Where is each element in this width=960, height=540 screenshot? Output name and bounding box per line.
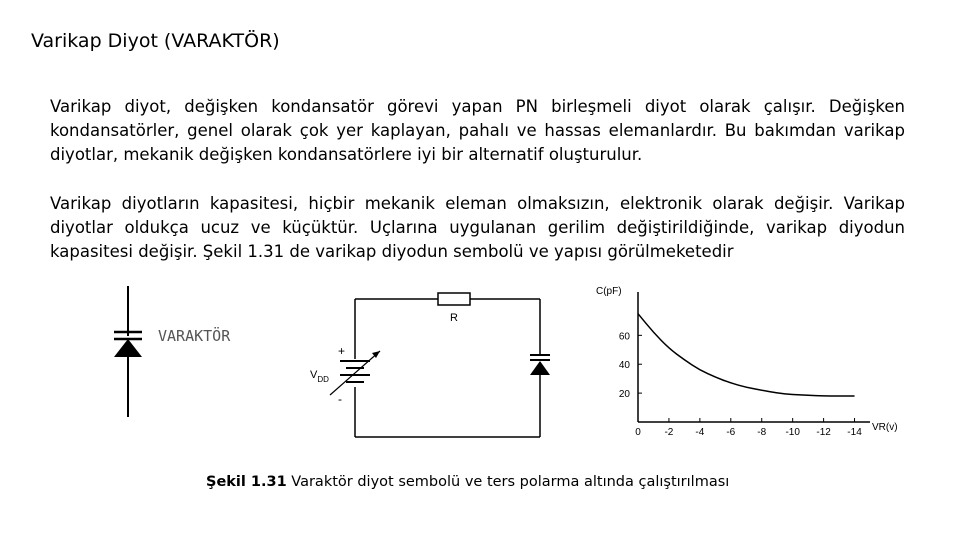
chart-x-tick-label: -14	[847, 427, 862, 438]
reverse-bias-circuit	[300, 285, 570, 445]
page-title: Varikap Diyot (VARAKTÖR)	[31, 30, 280, 52]
resistor-label: R	[450, 312, 458, 324]
caption-text: Varaktör diyot sembolü ve ters polarma altında çalıştırılması	[286, 474, 730, 490]
chart-x-tick-label: -8	[757, 427, 767, 438]
resistor	[438, 293, 470, 305]
chart-x-tick-label: -12	[816, 427, 831, 438]
figure-caption	[206, 474, 729, 490]
paragraph-1: Varikap diyot, değişken kondansatör görevi yapan PN birleşmeli diyot olarak çalışır. Değişken kondansatörler, genel olarak çok yer kaplayan, pahalı ve hassas elemanlardır. Bu bakımdan varikap diyotlar, mekanik değişken kondansatörlere iyi bir alternatif oluşturulur.	[50, 97, 905, 164]
supply-label: $V_{DD}$	[310, 369, 329, 384]
chart-x-tick-label: -2	[664, 427, 674, 438]
circuit-varactor-triangle	[530, 361, 550, 375]
chart-series-line	[638, 314, 855, 396]
chart-y-tick-label: 20	[618, 389, 630, 401]
chart-x-label: VR(v)	[872, 422, 898, 433]
chart-y-tick-label: 60	[618, 331, 630, 343]
chart-y-label: C(pF)	[596, 286, 622, 297]
symbol-diode-triangle	[114, 339, 142, 357]
varactor-symbol-figure	[100, 280, 270, 430]
capacitance-voltage-chart	[590, 280, 910, 450]
paragraph-2: Varikap diyotların kapasitesi, hiçbir mekanik eleman olmaksızın, elektronik olarak değişir. Varikap diyotlar oldukça ucuz ve küçüktür. Uçlarına uygulanan gerilim değiştirildiğinde, varikap diyodun kapasitesi değişir. Şekil 1.31 de varikap diyodun sembolü ve yapısı görülmeketedir	[50, 194, 905, 261]
chart-y-tick-label: 40	[618, 360, 630, 372]
minus-sign: -	[338, 392, 342, 406]
chart-x-tick-label: -10	[785, 427, 800, 438]
chart-x-tick-label: -4	[695, 427, 705, 438]
chart-x-tick-label: 0	[635, 427, 641, 438]
plus-sign: +	[338, 344, 346, 358]
symbol-label: VARAKTÖR	[158, 327, 231, 345]
chart-x-tick-label: -6	[726, 427, 736, 438]
caption-number: Şekil 1.31	[206, 474, 287, 490]
